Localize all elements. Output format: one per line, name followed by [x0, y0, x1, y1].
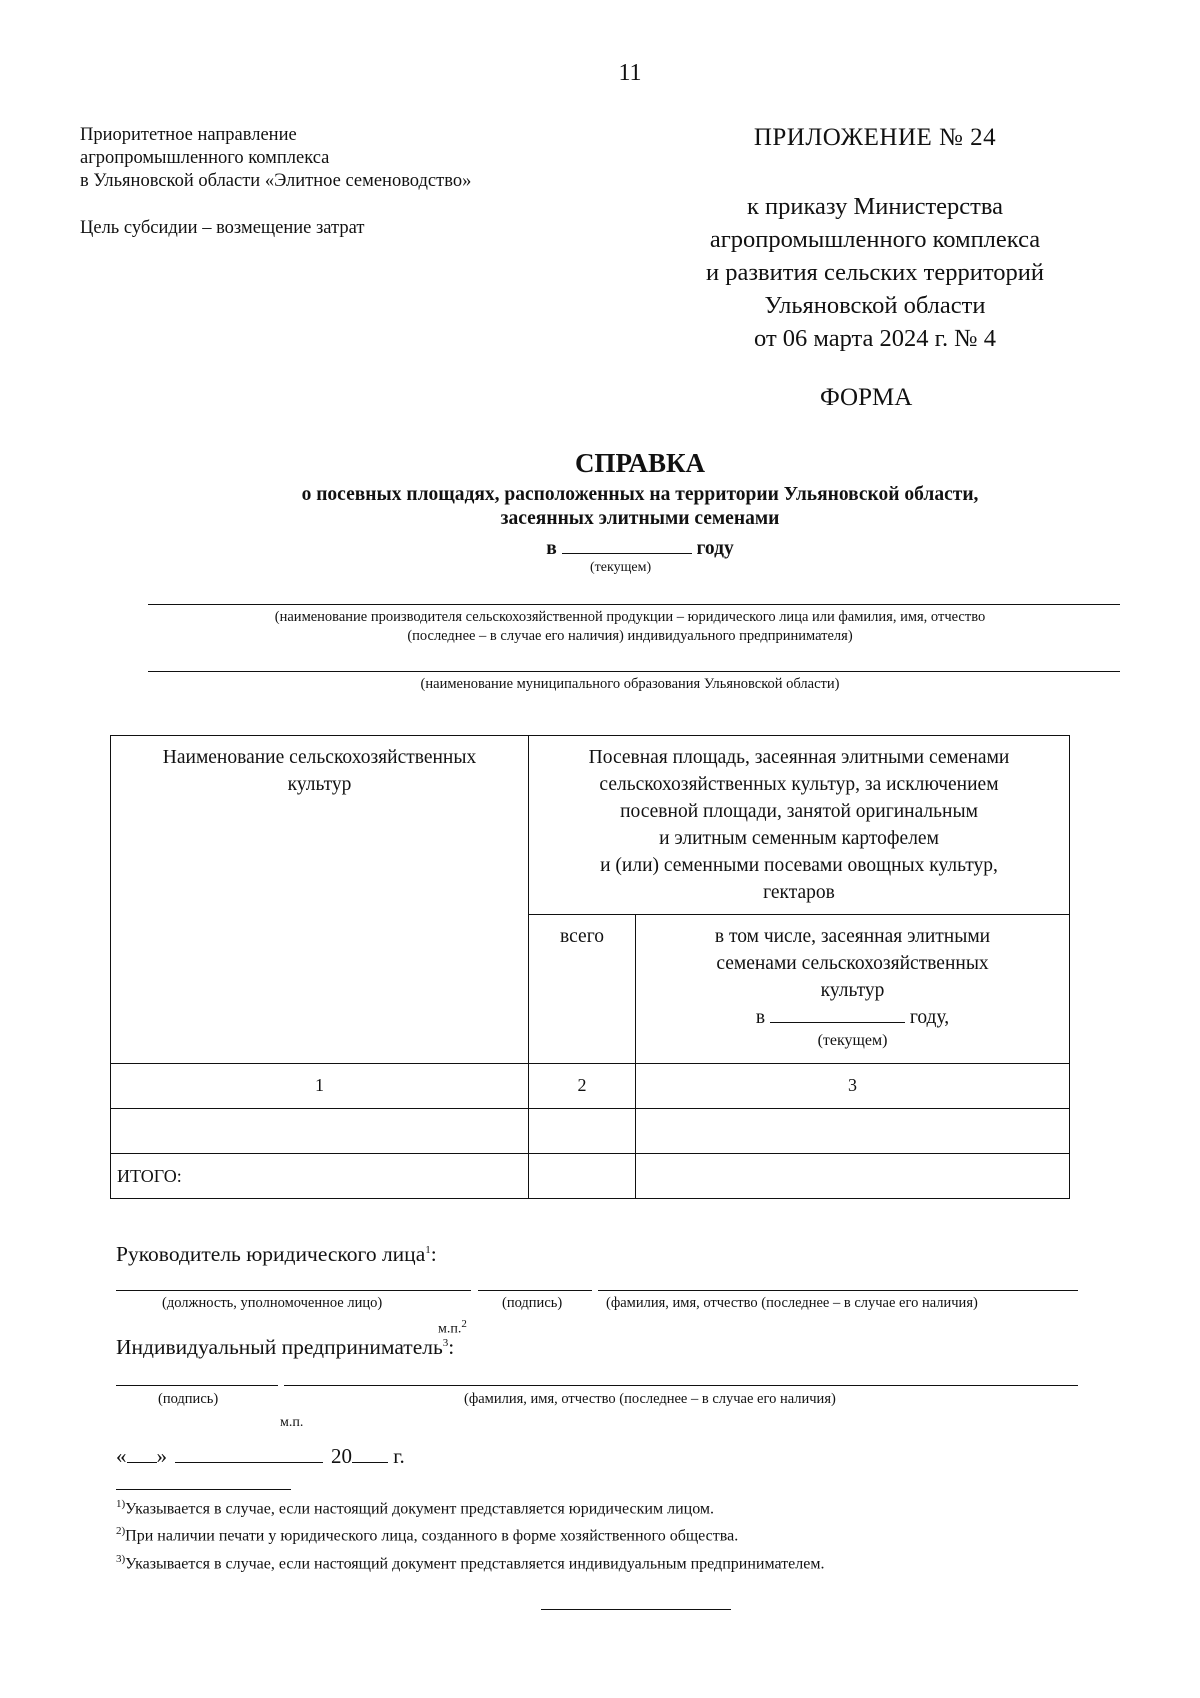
- legal-head-colon: :: [430, 1242, 437, 1266]
- year-century: 20: [331, 1444, 352, 1468]
- footnotes: [116, 1493, 824, 1575]
- footnote-1-text: Указывается в случае, если настоящий документ представляется юридическим лицом.: [125, 1500, 715, 1518]
- direction-line-3: в Ульяновской области «Элитное семеноводство»: [80, 171, 472, 191]
- direction-line-2: агропромышленного комплекса: [80, 148, 330, 168]
- legal-signature-caption: (подпись): [502, 1295, 563, 1311]
- crop-header-line-2: культур: [287, 774, 352, 795]
- group-header-line-1: Посевная площадь, засеянная элитными семенами: [588, 747, 1010, 768]
- date-line: [116, 1444, 405, 1469]
- group-header-line-6: гектаров: [763, 882, 835, 903]
- year-prefix: в: [546, 538, 557, 559]
- producer-caption-line-1: (наименование производителя сельскохозяйственной продукции – юридического лица или фамилия, имя, отчество: [274, 609, 986, 625]
- col3-year-line: [642, 1004, 1063, 1031]
- subsidy-direction-block: [80, 124, 471, 240]
- column-number-1: 1: [111, 1064, 529, 1109]
- total-row: [111, 1154, 1070, 1199]
- column-number-2: 2: [529, 1064, 636, 1109]
- total-area-sum-cell[interactable]: [529, 1154, 636, 1199]
- col3-header-line-3: культур: [820, 980, 885, 1001]
- appendix-title: ПРИЛОЖЕНИЕ № 24: [753, 124, 997, 151]
- table-header-row: [111, 736, 1070, 915]
- year-suffix: году: [696, 538, 734, 559]
- legal-signature-line[interactable]: [478, 1290, 592, 1291]
- sown-area-group-header: [529, 736, 1070, 915]
- footnote-1-mark: 1): [116, 1498, 126, 1510]
- footnote-2: [116, 1520, 824, 1547]
- crop-name-header: [111, 736, 529, 1064]
- crop-header-line-1: Наименование сельскохозяйственных: [162, 747, 477, 768]
- group-header-line-5: и (или) семенными посевами овощных культур,: [600, 855, 998, 876]
- producer-name-line[interactable]: [148, 604, 1120, 605]
- legal-name-line[interactable]: [598, 1290, 1078, 1291]
- col3-year-blank[interactable]: [770, 1004, 905, 1023]
- group-header-line-4: и элитным семенным картофелем: [659, 828, 939, 849]
- table-row: [111, 1109, 1070, 1154]
- year-line: [0, 534, 1200, 560]
- group-header-line-2: сельскохозяйственных культур, за исключением: [599, 774, 999, 795]
- elite-seeds-area-header: [636, 915, 1070, 1064]
- footnote-3: [116, 1548, 824, 1575]
- entrepreneur-name-line[interactable]: [284, 1385, 1078, 1386]
- legal-entity-head-label: [116, 1242, 437, 1267]
- direction-line-1: Приоритетное направление: [80, 125, 297, 145]
- sown-area-table: [110, 735, 1070, 1199]
- day-blank[interactable]: [127, 1444, 157, 1463]
- footnote-3-text: Указывается в случае, если настоящий документ представляется индивидуальным предпринимателем.: [125, 1554, 825, 1572]
- document-subtitle-2: засеянных элитными семенами: [500, 508, 780, 529]
- document-title: СПРАВКА: [574, 448, 706, 478]
- footnote-ref-3: 3: [442, 1336, 449, 1349]
- entrepreneur-label: [116, 1335, 454, 1360]
- column-numbers-row: [111, 1064, 1070, 1109]
- municipality-name-line[interactable]: [148, 671, 1120, 672]
- col3-year-prefix: в: [755, 1007, 766, 1028]
- year-digits-blank[interactable]: [352, 1444, 388, 1463]
- legal-name-caption: (фамилия, имя, отчество (последнее – в случае его наличия): [606, 1295, 978, 1311]
- subsidy-goal: Цель субсидии – возмещение затрат: [80, 218, 365, 238]
- entrepreneur-text: Индивидуальный предприниматель: [116, 1335, 443, 1359]
- appendix-line-3: и развития сельских территорий: [706, 259, 1044, 286]
- crop-name-cell[interactable]: [111, 1109, 529, 1154]
- document-subtitle-1: о посевных площадях, расположенных на территории Ульяновской области,: [301, 484, 979, 505]
- entrepreneur-signature-caption: (подпись): [158, 1391, 219, 1407]
- appendix-line-4: Ульяновской области: [764, 292, 986, 319]
- entrepreneur-colon: :: [448, 1335, 455, 1359]
- footnote-ref-2: 2: [461, 1318, 467, 1330]
- month-blank[interactable]: [175, 1444, 323, 1463]
- footnote-ref-1: 1: [425, 1243, 431, 1256]
- municipality-caption: (наименование муниципального образования Ульяновской области): [420, 676, 840, 692]
- legal-position-caption: (должность, уполномоченное лицо): [162, 1295, 383, 1311]
- group-header-line-3: посевной площади, занятой оригинальным: [620, 801, 978, 822]
- year-blank[interactable]: [562, 534, 692, 554]
- appendix-line-1: к приказу Министерства: [747, 193, 1003, 220]
- footnote-2-mark: 2): [116, 1525, 126, 1538]
- elite-area-sum-cell[interactable]: [636, 1154, 1070, 1199]
- date-close-quote: »: [156, 1444, 167, 1468]
- total-label: ИТОГО:: [111, 1154, 529, 1199]
- legal-head-text: Руководитель юридического лица: [116, 1242, 426, 1266]
- year-caption: (текущем): [590, 560, 652, 575]
- column-number-3: 3: [636, 1064, 1070, 1109]
- entrepreneur-name-caption: (фамилия, имя, отчество (последнее – в случае его наличия): [464, 1391, 836, 1407]
- footnote-1: [116, 1493, 824, 1520]
- footnote-separator: [116, 1489, 291, 1490]
- end-of-document-line: [541, 1609, 731, 1610]
- col3-year-caption: (текущем): [817, 1032, 888, 1049]
- entrepreneur-stamp-place: м.п.: [280, 1415, 304, 1430]
- page-number: 11: [618, 60, 642, 86]
- producer-caption-line-2: (последнее – в случае его наличия) индивидуального предпринимателя): [407, 628, 853, 644]
- legal-position-line[interactable]: [116, 1290, 471, 1291]
- appendix-line-5: от 06 марта 2024 г. № 4: [754, 325, 996, 352]
- form-label: ФОРМА: [820, 384, 913, 411]
- col3-header-line-2: семенами сельскохозяйственных: [716, 953, 989, 974]
- col3-header-line-1: в том числе, засеянная элитными: [714, 926, 991, 947]
- date-open-quote: «: [116, 1444, 127, 1468]
- total-area-cell[interactable]: [529, 1109, 636, 1154]
- producer-caption: [140, 608, 1120, 646]
- elite-area-cell[interactable]: [636, 1109, 1070, 1154]
- footnote-3-mark: 3): [116, 1552, 126, 1565]
- year-abbrev: г.: [393, 1444, 405, 1468]
- legal-stamp-text: м.п.: [438, 1321, 462, 1337]
- appendix-line-2: агропромышленного комплекса: [709, 226, 1041, 253]
- footnote-2-text: При наличии печати у юридического лица, созданного в форме хозяйственного общества.: [125, 1527, 739, 1545]
- col3-year-suffix: году,: [909, 1007, 950, 1028]
- appendix-order-block: [640, 190, 1110, 355]
- entrepreneur-signature-line[interactable]: [116, 1385, 278, 1386]
- total-area-header: всего: [529, 915, 636, 1064]
